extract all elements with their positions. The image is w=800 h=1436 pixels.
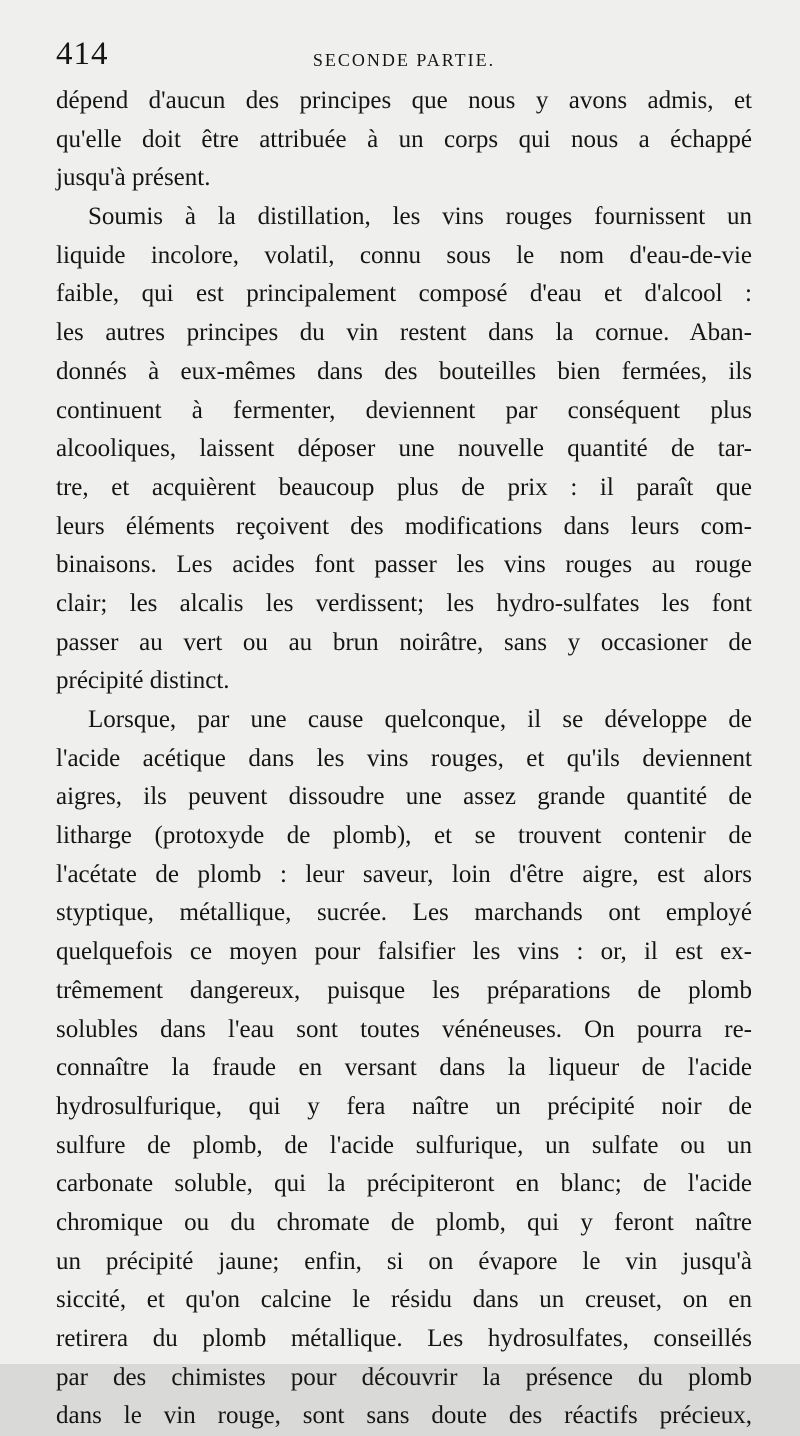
text-line: alcooliques, laissent déposer une nouvelle quantité de tar- — [56, 435, 752, 463]
text-line: siccité, et qu'on calcine le résidu dans un creuset, on en — [56, 1286, 752, 1314]
text-line: trêmement dangereux, puisque les préparations de plomb — [56, 976, 752, 1004]
text-line: clair; les alcalis les verdissent; les hydro-sulfates les font — [56, 589, 752, 617]
text-line: quelquefois ce moyen pour falsifier les vins : or, il est ex- — [56, 938, 752, 966]
text-line: aigres, ils peuvent dissoudre une assez grande quantité de — [56, 783, 752, 811]
text-line: tre, et acquièrent beaucoup plus de prix : il paraît que — [56, 473, 752, 501]
text-line: sulfure de plomb, de l'acide sulfurique, un sulfate ou un — [56, 1131, 752, 1159]
text-line: par des chimistes pour découvrir la présence du plomb — [56, 1363, 752, 1391]
text-line: jusqu'à présent. — [56, 164, 211, 192]
text-line: litharge (protoxyde de plomb), et se trouvent contenir de — [56, 822, 752, 850]
text-line: carbonate soluble, qui la précipiteront en blanc; de l'acide — [56, 1170, 752, 1198]
text-line: dans le vin rouge, sont sans doute des réactifs précieux, — [56, 1402, 752, 1430]
page-number: 414 — [56, 36, 109, 72]
text-line: leurs éléments reçoivent des modifications dans leurs com- — [56, 512, 752, 540]
text-line: retirera du plomb métallique. Les hydrosulfates, conseillés — [56, 1325, 752, 1352]
text-line: l'acide acétique dans les vins rouges, et qu'ils deviennent — [56, 744, 752, 772]
text-line: précipité distinct. — [56, 667, 230, 695]
page-header — [56, 30, 752, 84]
text-line: solubles dans l'eau sont toutes vénéneuses. On pourra re- — [56, 1015, 752, 1043]
text-line: hydrosulfurique, qui y fera naître un précipité noir de — [56, 1092, 752, 1120]
running-title: SECONDE PARTIE. — [312, 50, 496, 70]
text-line: donnés à eux-mêmes dans des bouteilles bien fermées, ils — [56, 357, 752, 385]
text-line: les autres principes du vin restent dans la cornue. Aban- — [56, 319, 752, 347]
text-line: chromique ou du chromate de plomb, qui y feront naître — [56, 1208, 752, 1236]
text-line: dépend d'aucun des principes que nous y avons admis, et — [56, 87, 752, 114]
text-line: styptique, métallique, sucrée. Les marchands ont employé — [56, 899, 752, 927]
text-line: connaître la fraude en versant dans la liqueur de l'acide — [56, 1054, 752, 1082]
body-text — [56, 82, 752, 1436]
text-line: continuent à fermenter, deviennent par conséquent plus — [56, 396, 752, 424]
text-line: liquide incolore, volatil, connu sous le nom d'eau-de-vie — [56, 241, 752, 269]
text-line: faible, qui est principalement composé d'eau et d'alcool : — [56, 280, 752, 308]
text-line: qu'elle doit être attribuée à un corps qui nous a échappé — [56, 125, 752, 153]
text-line: un précipité jaune; enfin, si on évapore le vin jusqu'à — [56, 1247, 752, 1275]
text-line: Soumis à la distillation, les vins rouges fournissent un — [88, 203, 752, 231]
text-line: passer au vert ou au brun noirâtre, sans y occasioner de — [56, 628, 752, 656]
text-line: binaisons. Les acides font passer les vins rouges au rouge — [56, 551, 752, 579]
text-line: Lorsque, par une cause quelconque, il se développe de — [88, 706, 752, 733]
text-line: l'acétate de plomb : leur saveur, loin d'être aigre, est alors — [56, 860, 752, 888]
